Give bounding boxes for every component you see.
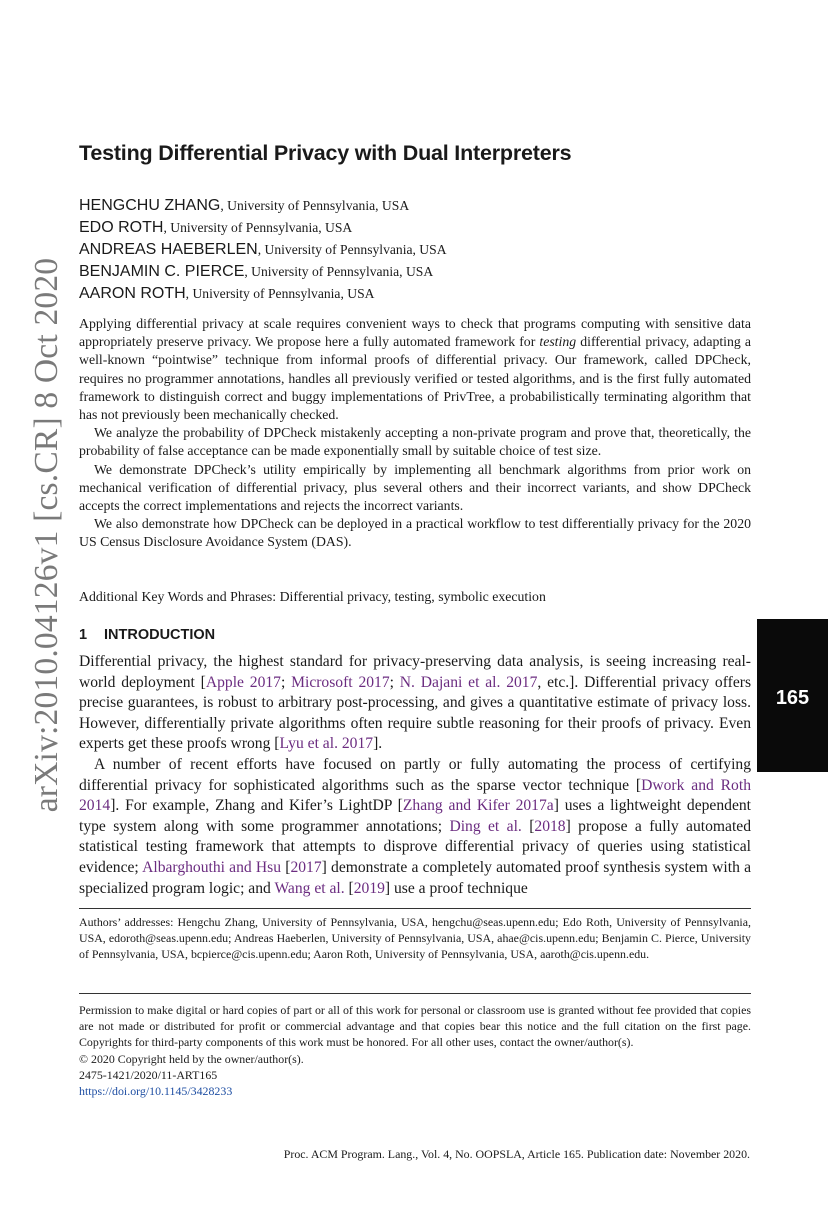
author-affiliation: University of Pennsylvania, USA: [264, 242, 447, 257]
author-affiliation: University of Pennsylvania, USA: [251, 264, 434, 279]
author-addresses: Authors’ addresses: Hengchu Zhang, University of Pennsylvania, USA, hengchu@seas.upenn.edu; Edo Roth, University of Pennsylvania, USA, edoroth@seas.upenn.edu; Andreas Haeberlen, University of Pennsylvania, USA, ahae@cis.upenn.edu; Benjamin C. Pierce, University of Pennsylvania, USA, bcpierce@cis.upenn.edu; Aaron Roth, University of Pennsylvania, USA, aaroth@cis.upenn.edu.: [79, 915, 751, 962]
citation-link[interactable]: Zhang and Kifer 2017a: [402, 797, 554, 815]
author-name: HENGCHU ZHANG: [79, 197, 221, 214]
copyright-line: © 2020 Copyright held by the owner/author(s).: [79, 1051, 304, 1066]
permission-block: [79, 1002, 751, 1099]
abstract-paragraph: Applying differential privacy at scale requires convenient ways to check that programs computing with sensitive data appropriately preserve privacy. We propose here a fully automated framework for testing differential privacy, adapting a well-known “pointwise” technique from informal proofs of differential privacy. Our framework, called DPCheck, requires no programmer annotations, handles all previously verified or tested algorithms, and is the first fully automated framework to distinguish correct and buggy implementations of PrivTree, a probabilistically terminating algorithm that has not previously been mechanically checked.: [79, 316, 751, 423]
citation-link[interactable]: Lyu et al. 2017: [279, 735, 374, 753]
citation-link[interactable]: N. Dajani et al. 2017: [399, 673, 538, 691]
author-name: EDO ROTH: [79, 219, 164, 236]
author-name: AARON ROTH: [79, 285, 186, 302]
author-affiliation: University of Pennsylvania, USA: [192, 286, 375, 301]
arxiv-identifier: arXiv:2010.04126v1 [cs.CR] 8 Oct 2020: [28, 257, 65, 813]
doi-link[interactable]: https://doi.org/10.1145/3428233: [79, 1084, 233, 1099]
emphasis-testing: testing: [539, 334, 577, 350]
section-number: 1: [79, 627, 88, 643]
page-number-tab: [757, 619, 828, 772]
issn-line: 2475-1421/2020/11-ART165: [79, 1067, 218, 1082]
citation-link[interactable]: Apple 2017: [205, 673, 281, 691]
permission-divider: [79, 993, 751, 994]
author-entry: HENGCHU ZHANG, University of Pennsylvania, USA: [79, 197, 410, 214]
author-affiliation: University of Pennsylvania, USA: [227, 198, 410, 213]
author-entry: ANDREAS HAEBERLEN, University of Pennsylvania, USA: [79, 241, 447, 258]
body-paragraph: A number of recent efforts have focused on partly or fully automating the process of certifying differential privacy for sophisticated algorithms such as the sparse vector technique [Dwork and Roth 2014]. For example, Zhang and Kifer’s LightDP [Zhang and Kifer 2017a] uses a lightweight dependent type system along with some programmer annotations; Ding et al. [2018] propose a fully automated statistical testing framework that attempts to disprove differential privacy of queries using statistical evidence; Albarghouthi and Hsu [2017] demonstrate a completely automated proof synthesis system with a specialized program logic; and Wang et al. [2019] use a proof technique: [79, 755, 752, 897]
abstract: [79, 315, 751, 552]
citation-link[interactable]: Dwork and Roth 2014: [79, 776, 751, 815]
abstract-paragraph: We also demonstrate how DPCheck can be deployed in a practical workflow to test differentially privacy for the 2020 US Census Disclosure Avoidance System (DAS).: [79, 516, 751, 550]
publication-footer: Proc. ACM Program. Lang., Vol. 4, No. OOPSLA, Article 165. Publication date: November 2020.: [283, 1147, 750, 1161]
body-paragraph: Differential privacy, the highest standard for privacy-preserving data analysis, is seeing increasing real-world deployment [Apple 2017; Microsoft 2017; N. Dajani et al. 2017, etc.]. Differential privacy offers precise guarantees, is robust to arbitrary post-processing, and gives a quantitative estimate of privacy loss. However, differentially private algorithms often require subtle reasoning for their proofs of privacy. Even experts get these proofs wrong [Lyu et al. 2017].: [79, 653, 752, 753]
author-entry: AARON ROTH, University of Pennsylvania, USA: [79, 285, 375, 302]
author-entry: BENJAMIN C. PIERCE, University of Pennsylvania, USA: [79, 263, 434, 280]
author-name: ANDREAS HAEBERLEN: [79, 241, 258, 258]
paper-title: Testing Differential Privacy with Dual Interpreters: [79, 141, 572, 165]
citation-link[interactable]: 2019: [353, 879, 385, 897]
arxiv-sidebar: [0, 0, 80, 860]
citation-link[interactable]: 2017: [290, 858, 322, 876]
section-title: INTRODUCTION: [104, 627, 216, 643]
author-name: BENJAMIN C. PIERCE: [79, 263, 245, 280]
permission-notice: Permission to make digital or hard copies of part or all of this work for personal or classroom use is granted without fee provided that copies are not made or distributed for profit or commercial advantage and that copies bear this notice and the full citation on the first page. Copyrights for third-party components of this work must be honored. For all other uses, contact the owner/author(s).: [79, 1003, 751, 1050]
citation-link[interactable]: Albarghouthi and Hsu: [142, 858, 282, 876]
introduction-body: [79, 652, 751, 899]
author-affiliation: University of Pennsylvania, USA: [170, 220, 353, 235]
abstract-paragraph: We analyze the probability of DPCheck mistakenly accepting a non-private program and prove that, theoretically, the probability of false acceptance can be made exponentially small by suitable choice of test size.: [79, 425, 751, 459]
author-entry: EDO ROTH, University of Pennsylvania, USA: [79, 219, 353, 236]
title-block: [79, 141, 751, 166]
citation-link[interactable]: Microsoft 2017: [291, 673, 390, 691]
citation-link[interactable]: 2018: [534, 817, 566, 835]
footnote-divider: [79, 908, 751, 909]
citation-link[interactable]: Wang et al.: [274, 879, 345, 897]
abstract-paragraph: We demonstrate DPCheck’s utility empirically by implementing all benchmark algorithms from prior work on mechanical verification of differential privacy, plus several others and their incorrect variants, and show DPCheck accepts the correct implementations and rejects the incorrect variants.: [79, 461, 751, 514]
section-heading: [79, 627, 751, 643]
author-list: [79, 195, 751, 305]
keywords: Additional Key Words and Phrases: Differential privacy, testing, symbolic execution: [79, 589, 546, 604]
citation-link[interactable]: Ding et al.: [449, 817, 522, 835]
page-number: 165: [775, 687, 810, 709]
